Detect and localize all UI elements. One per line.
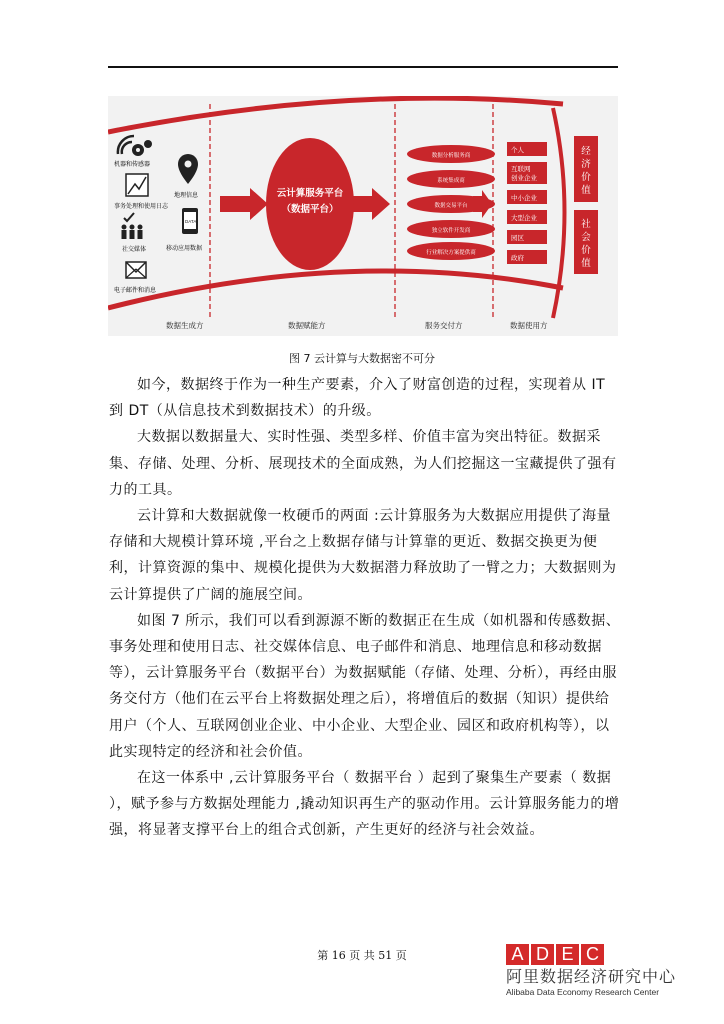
funnel-bottom-curve <box>108 271 563 308</box>
figure-cloud-bigdata <box>108 96 618 336</box>
paragraph: 在这一体系中 ,云计算服务平台（ 数据平台 ）起到了聚集生产要素（ 数据 ），赋予参与方数据处理能力 ,撬动知识再生产的驱动作用。云计算服务能力的增强，将显著支撑平台上的组合式创新，产生更好的经济与社会效益。 <box>109 770 620 839</box>
adec-logo <box>506 944 688 1004</box>
sensor-icon <box>118 136 152 156</box>
header-rule <box>108 66 618 68</box>
paragraph: 云计算和大数据就像一枚硬币的两面 :云计算服务为大数据应用提供了海量存储和大规模计算环境 ,平台之上数据存储与计算靠的更近、数据交换更为便利，计算资源的集中、规模化提供为大数据潜力释放助了一臂之力；大数据则为云计算提供了广阔的施展空间。 <box>109 508 617 603</box>
user-label-6: 政府 <box>511 254 524 262</box>
user-label-5: 园区 <box>511 234 524 242</box>
source-label-transaction: 事务处理和使用日志 <box>114 203 169 210</box>
stage-label-3: 服务交付方 <box>425 321 463 330</box>
value-economic-2: 济 <box>581 159 591 170</box>
body-text <box>109 372 621 844</box>
user-label-2a: 互联网 <box>511 165 531 173</box>
logo-letter-row <box>506 944 688 965</box>
paragraph: 如今，数据终于作为一种生产要素，介入了财富创造的过程，实现着从 IT 到 DT（从信息技术到数据技术）的升级。 <box>109 377 606 420</box>
user-label-1: 个人 <box>511 146 524 154</box>
mobile-phone-icon <box>182 208 198 234</box>
value-social-4: 值 <box>581 258 591 269</box>
source-label-social: 社交媒体 <box>122 246 147 253</box>
stage-label-4: 数据使用方 <box>510 321 548 330</box>
value-economic-1: 经 <box>581 146 591 157</box>
logo-english-name: Alibaba Data Economy Research Center <box>506 987 660 997</box>
user-label-3: 中小企业 <box>511 194 537 202</box>
service-label-3: 数据交易平台 <box>434 203 468 209</box>
page-number: 第 16 页 共 51 页 <box>317 949 407 962</box>
arrow-to-services <box>348 188 390 220</box>
source-label-geo: 地理信息 <box>174 192 199 199</box>
location-pin-icon <box>178 154 198 184</box>
platform-label-2: （数据平台） <box>281 204 339 215</box>
logo-chinese-name: 阿里数据经济研究中心 <box>506 967 677 986</box>
people-icon <box>122 213 143 239</box>
source-label-machine: 机器和传感器 <box>114 161 151 168</box>
value-economic-4: 值 <box>581 185 591 196</box>
value-economic-3: 价 <box>581 172 591 183</box>
service-label-5: 行业解决方案提供商 <box>426 250 476 256</box>
funnel-top-curve <box>108 98 563 132</box>
logo-letter: C <box>581 944 604 965</box>
figure-diagram <box>108 96 618 336</box>
platform-label-1: 云计算服务平台 <box>276 188 344 199</box>
value-social-3: 价 <box>581 245 591 256</box>
stage-label-1: 数据生成方 <box>166 321 204 330</box>
paragraph: 如图 7 所示，我们可以看到源源不断的数据正在生成（如机器和传感数据、事务处理和使用日志、社交媒体信息、电子邮件和消息、地理信息和移动数据等），云计算服务平台（数据平台）为数据赋能（存储、处理、分析），再经由服务交付方（他们在云平台上将数据处理之后），将增值后的数据（知识）提供给用户（个人、互联网创业企业、中小企业、大型企业、园区和政府机构等），以此实现特定的经济和社会价值。 <box>109 612 621 760</box>
source-label-mobile: 移动应用数据 <box>166 245 203 252</box>
logo-letter: A <box>506 944 529 965</box>
user-label-4: 大型企业 <box>511 214 537 222</box>
chart-icon <box>126 174 148 196</box>
arrow-to-platform <box>220 188 268 220</box>
logo-letter: E <box>556 944 579 965</box>
value-social-2: 会 <box>581 232 591 243</box>
svg-text:DATA: DATA <box>185 219 197 224</box>
user-label-2b: 创业企业 <box>511 174 537 182</box>
value-social-1: 社 <box>581 219 591 230</box>
logo-letter: D <box>531 944 554 965</box>
figure-caption: 图 7 云计算与大数据密不可分 <box>289 352 435 365</box>
envelope-icon <box>126 262 146 278</box>
service-label-4: 独立软件开发商 <box>431 228 471 234</box>
service-label-2: 系统集成商 <box>437 178 465 184</box>
service-label-1: 数据分析服务商 <box>431 153 471 159</box>
user-boxes <box>507 142 547 264</box>
paragraph: 大数据以数据量大、实时性强、类型多样、价值丰富为突出特征。数据采集、存储、处理、分析、展现技术的全面成熟，为人们挖掘这一宝藏提供了强有力的工具。 <box>109 429 617 498</box>
stage-label-2: 数据赋能方 <box>288 321 326 330</box>
source-label-email: 电子邮件和消息 <box>114 287 157 294</box>
